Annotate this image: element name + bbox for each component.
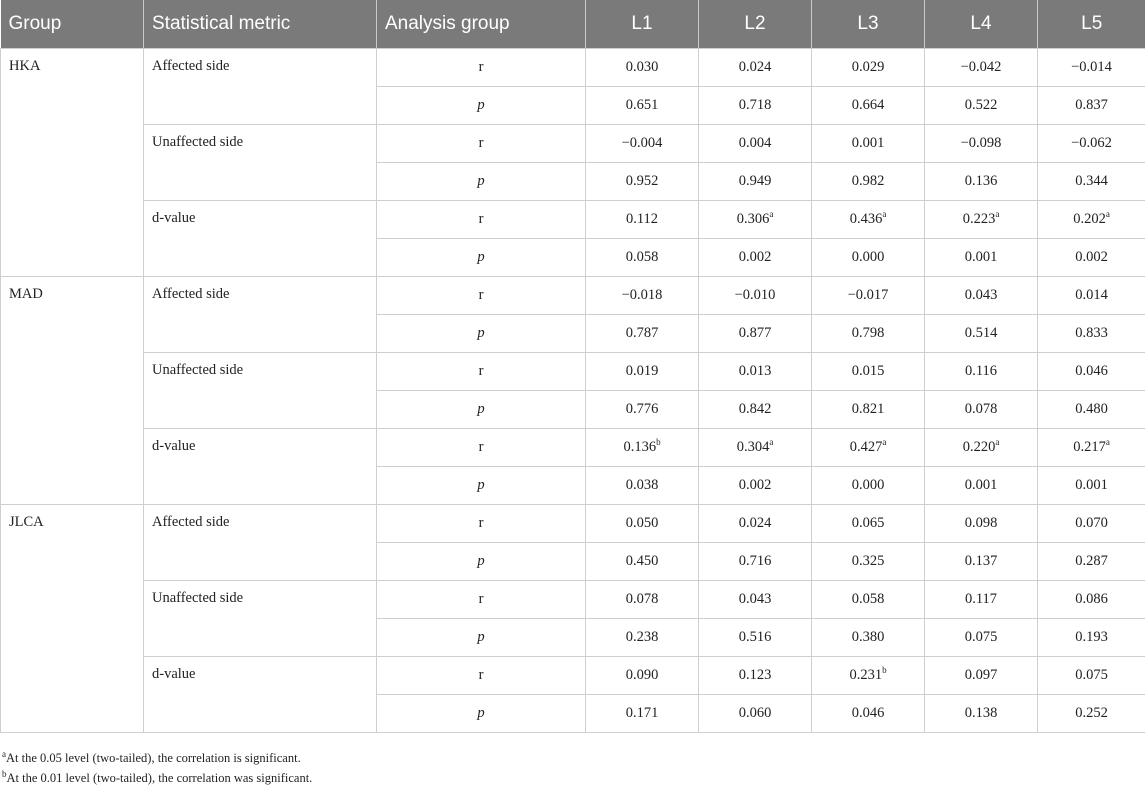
value-text: 0.019 [626, 363, 659, 379]
value-cell-l1 [586, 581, 699, 619]
value-text: 0.014 [1075, 287, 1108, 303]
value-cell-l4 [925, 163, 1038, 201]
header-l3: L3 [812, 0, 925, 49]
value-cell-l2 [699, 467, 812, 505]
value-text: 0.137 [965, 553, 998, 569]
value-cell-l3 [812, 87, 925, 125]
value-text: 0.001 [852, 135, 885, 151]
metric-cell: Affected side [144, 49, 377, 125]
value-cell-l1 [586, 49, 699, 87]
value-cell-l5 [1038, 581, 1145, 619]
analysis-cell: r [377, 429, 586, 467]
value-text: 0.002 [739, 249, 772, 265]
value-text: 0.516 [739, 629, 772, 645]
value-text: 0.718 [739, 97, 772, 113]
metric-cell: d-value [144, 201, 377, 277]
footnote-a-text: At the 0.05 level (two-tailed), the correlation is significant. [6, 751, 301, 765]
value-cell-l5 [1038, 163, 1145, 201]
header-l4: L4 [925, 0, 1038, 49]
footnote-b-text: At the 0.01 level (two-tailed), the correlation was significant. [7, 771, 313, 785]
value-cell-l4 [925, 695, 1038, 733]
value-text: 0.664 [852, 97, 885, 113]
value-cell-l5 [1038, 277, 1145, 315]
value-cell-l2 [699, 619, 812, 657]
value-text: 0.217 [1073, 439, 1106, 455]
value-text: 0.306 [737, 211, 770, 227]
value-cell-l2 [699, 125, 812, 163]
value-cell-l3 [812, 315, 925, 353]
value-cell-l5 [1038, 239, 1145, 277]
significance-mark: a [769, 437, 773, 447]
analysis-cell: p [377, 619, 586, 657]
value-text: 0.651 [626, 97, 659, 113]
value-cell-l4 [925, 277, 1038, 315]
significance-mark: a [1106, 437, 1110, 447]
group-cell: JLCA [1, 505, 144, 733]
table-header-row [1, 0, 1145, 49]
value-text: −0.010 [735, 287, 776, 303]
value-cell-l5 [1038, 657, 1145, 695]
value-cell-l2 [699, 277, 812, 315]
table-row [1, 505, 1145, 543]
value-cell-l1 [586, 429, 699, 467]
value-cell-l2 [699, 505, 812, 543]
significance-mark: a [769, 209, 773, 219]
analysis-cell: p [377, 239, 586, 277]
value-text: 0.050 [626, 515, 659, 531]
significance-mark: b [882, 665, 887, 675]
value-text: 0.877 [739, 325, 772, 341]
value-text: 0.058 [626, 249, 659, 265]
table-row [1, 581, 1145, 619]
value-text: 0.716 [739, 553, 772, 569]
value-cell-l5 [1038, 467, 1145, 505]
value-cell-l4 [925, 467, 1038, 505]
value-text: 0.833 [1075, 325, 1108, 341]
value-cell-l4 [925, 201, 1038, 239]
metric-cell: Unaffected side [144, 353, 377, 429]
analysis-cell: p [377, 87, 586, 125]
metric-cell: Affected side [144, 505, 377, 581]
value-text: 0.001 [1075, 477, 1108, 493]
value-cell-l5 [1038, 125, 1145, 163]
value-text: 0.171 [626, 705, 659, 721]
value-text: 0.952 [626, 173, 659, 189]
value-cell-l2 [699, 657, 812, 695]
value-cell-l4 [925, 353, 1038, 391]
value-text: 0.798 [852, 325, 885, 341]
footnotes [2, 748, 312, 788]
value-text: 0.004 [739, 135, 772, 151]
table-row [1, 125, 1145, 163]
analysis-cell: p [377, 315, 586, 353]
value-text: −0.014 [1071, 59, 1112, 75]
value-cell-l3 [812, 201, 925, 239]
value-cell-l5 [1038, 505, 1145, 543]
value-cell-l4 [925, 391, 1038, 429]
value-text: 0.231 [849, 667, 882, 683]
header-group: Group [1, 0, 144, 49]
value-cell-l5 [1038, 429, 1145, 467]
value-text: 0.436 [850, 211, 883, 227]
value-text: 0.193 [1075, 629, 1108, 645]
value-cell-l1 [586, 695, 699, 733]
value-cell-l4 [925, 657, 1038, 695]
value-cell-l1 [586, 619, 699, 657]
value-cell-l1 [586, 657, 699, 695]
table-row [1, 353, 1145, 391]
value-cell-l1 [586, 277, 699, 315]
value-cell-l4 [925, 505, 1038, 543]
value-text: 0.949 [739, 173, 772, 189]
value-cell-l4 [925, 239, 1038, 277]
value-cell-l2 [699, 581, 812, 619]
value-text: 0.287 [1075, 553, 1108, 569]
value-text: 0.075 [1075, 667, 1108, 683]
value-cell-l3 [812, 543, 925, 581]
value-text: 0.842 [739, 401, 772, 417]
value-cell-l3 [812, 619, 925, 657]
value-cell-l1 [586, 353, 699, 391]
value-cell-l4 [925, 543, 1038, 581]
value-text: 0.427 [850, 439, 883, 455]
value-text: 0.078 [965, 401, 998, 417]
significance-mark: a [882, 209, 886, 219]
value-cell-l2 [699, 391, 812, 429]
value-text: 0.078 [626, 591, 659, 607]
value-text: 0.038 [626, 477, 659, 493]
metric-cell: d-value [144, 657, 377, 733]
group-cell: MAD [1, 277, 144, 505]
metric-cell: Unaffected side [144, 125, 377, 201]
value-text: 0.450 [626, 553, 659, 569]
value-cell-l5 [1038, 619, 1145, 657]
value-cell-l5 [1038, 353, 1145, 391]
value-text: −0.017 [848, 287, 889, 303]
value-cell-l4 [925, 49, 1038, 87]
analysis-cell: p [377, 467, 586, 505]
significance-mark: b [656, 437, 661, 447]
footnote-a [2, 748, 312, 768]
analysis-cell: p [377, 543, 586, 581]
value-text: 0.380 [852, 629, 885, 645]
value-text: 0.776 [626, 401, 659, 417]
value-text: 0.000 [852, 249, 885, 265]
value-cell-l1 [586, 125, 699, 163]
value-text: 0.514 [965, 325, 998, 341]
value-text: 0.043 [739, 591, 772, 607]
header-l1: L1 [586, 0, 699, 49]
value-cell-l1 [586, 391, 699, 429]
value-cell-l1 [586, 315, 699, 353]
value-cell-l4 [925, 315, 1038, 353]
value-cell-l3 [812, 505, 925, 543]
value-text: 0.046 [1075, 363, 1108, 379]
value-cell-l2 [699, 543, 812, 581]
value-cell-l1 [586, 163, 699, 201]
value-cell-l1 [586, 505, 699, 543]
value-cell-l3 [812, 657, 925, 695]
value-text: 0.070 [1075, 515, 1108, 531]
analysis-cell: p [377, 391, 586, 429]
value-cell-l5 [1038, 49, 1145, 87]
table-row [1, 429, 1145, 467]
value-text: 0.000 [852, 477, 885, 493]
analysis-cell: p [377, 163, 586, 201]
footnote-b-mark: b [2, 769, 7, 779]
value-text: 0.136 [965, 173, 998, 189]
value-text: 0.030 [626, 59, 659, 75]
value-text: 0.043 [965, 287, 998, 303]
value-text: 0.001 [965, 249, 998, 265]
value-text: 0.090 [626, 667, 659, 683]
value-cell-l5 [1038, 543, 1145, 581]
table-body [1, 49, 1145, 733]
value-cell-l4 [925, 87, 1038, 125]
value-cell-l5 [1038, 695, 1145, 733]
value-text: 0.097 [965, 667, 998, 683]
value-text: 0.024 [739, 515, 772, 531]
value-cell-l5 [1038, 315, 1145, 353]
value-text: 0.002 [1075, 249, 1108, 265]
value-cell-l4 [925, 429, 1038, 467]
value-text: 0.304 [737, 439, 770, 455]
analysis-cell: r [377, 581, 586, 619]
value-text: 0.123 [739, 667, 772, 683]
value-cell-l3 [812, 391, 925, 429]
value-text: 0.098 [965, 515, 998, 531]
metric-cell: Affected side [144, 277, 377, 353]
value-cell-l2 [699, 353, 812, 391]
value-text: 0.325 [852, 553, 885, 569]
value-cell-l3 [812, 239, 925, 277]
value-text: 0.112 [626, 211, 658, 227]
value-cell-l1 [586, 543, 699, 581]
value-text: 0.086 [1075, 591, 1108, 607]
value-cell-l5 [1038, 201, 1145, 239]
value-text: 0.001 [965, 477, 998, 493]
value-text: 0.821 [852, 401, 885, 417]
value-cell-l2 [699, 49, 812, 87]
value-text: −0.098 [961, 135, 1002, 151]
value-cell-l4 [925, 125, 1038, 163]
table-row [1, 277, 1145, 315]
value-cell-l3 [812, 353, 925, 391]
header-l2: L2 [699, 0, 812, 49]
value-cell-l3 [812, 429, 925, 467]
value-text: −0.018 [622, 287, 663, 303]
value-text: −0.004 [622, 135, 663, 151]
value-cell-l2 [699, 87, 812, 125]
value-text: 0.344 [1075, 173, 1108, 189]
footnote-a-mark: a [2, 749, 6, 759]
analysis-cell: r [377, 657, 586, 695]
significance-mark: a [995, 437, 999, 447]
value-text: 0.202 [1073, 211, 1106, 227]
value-text: 0.837 [1075, 97, 1108, 113]
value-cell-l1 [586, 87, 699, 125]
value-text: 0.002 [739, 477, 772, 493]
value-cell-l3 [812, 277, 925, 315]
value-text: 0.522 [965, 97, 998, 113]
group-cell: HKA [1, 49, 144, 277]
value-cell-l3 [812, 581, 925, 619]
analysis-cell: r [377, 353, 586, 391]
value-cell-l2 [699, 163, 812, 201]
value-cell-l2 [699, 239, 812, 277]
value-text: 0.117 [965, 591, 997, 607]
header-analysis-group: Analysis group [377, 0, 586, 49]
value-text: 0.015 [852, 363, 885, 379]
value-text: 0.220 [963, 439, 996, 455]
value-cell-l2 [699, 315, 812, 353]
value-cell-l5 [1038, 87, 1145, 125]
header-statistical-metric: Statistical metric [144, 0, 377, 49]
value-text: 0.238 [626, 629, 659, 645]
value-text: 0.787 [626, 325, 659, 341]
value-text: −0.062 [1071, 135, 1112, 151]
value-text: 0.136 [623, 439, 656, 455]
value-text: 0.029 [852, 59, 885, 75]
value-text: 0.138 [965, 705, 998, 721]
value-text: −0.042 [961, 59, 1002, 75]
table-row [1, 49, 1145, 87]
significance-mark: a [995, 209, 999, 219]
value-cell-l2 [699, 201, 812, 239]
value-text: 0.223 [963, 211, 996, 227]
analysis-cell: r [377, 277, 586, 315]
metric-cell: Unaffected side [144, 581, 377, 657]
value-text: 0.024 [739, 59, 772, 75]
analysis-cell: r [377, 49, 586, 87]
analysis-cell: r [377, 505, 586, 543]
table-row [1, 657, 1145, 695]
value-cell-l4 [925, 619, 1038, 657]
value-text: 0.116 [965, 363, 997, 379]
value-cell-l2 [699, 695, 812, 733]
value-cell-l1 [586, 239, 699, 277]
value-cell-l3 [812, 125, 925, 163]
value-cell-l4 [925, 581, 1038, 619]
metric-cell: d-value [144, 429, 377, 505]
value-cell-l1 [586, 467, 699, 505]
table-row [1, 201, 1145, 239]
value-text: 0.046 [852, 705, 885, 721]
value-text: 0.060 [739, 705, 772, 721]
significance-mark: a [1106, 209, 1110, 219]
value-text: 0.065 [852, 515, 885, 531]
value-cell-l3 [812, 49, 925, 87]
value-cell-l3 [812, 163, 925, 201]
analysis-cell: r [377, 125, 586, 163]
value-cell-l3 [812, 695, 925, 733]
value-cell-l1 [586, 201, 699, 239]
value-text: 0.252 [1075, 705, 1108, 721]
value-text: 0.480 [1075, 401, 1108, 417]
value-cell-l5 [1038, 391, 1145, 429]
value-text: 0.075 [965, 629, 998, 645]
value-text: 0.982 [852, 173, 885, 189]
analysis-cell: p [377, 695, 586, 733]
significance-mark: a [882, 437, 886, 447]
header-l5: L5 [1038, 0, 1145, 49]
footnote-b [2, 768, 312, 788]
value-cell-l2 [699, 429, 812, 467]
analysis-cell: r [377, 201, 586, 239]
value-text: 0.013 [739, 363, 772, 379]
value-text: 0.058 [852, 591, 885, 607]
value-cell-l3 [812, 467, 925, 505]
